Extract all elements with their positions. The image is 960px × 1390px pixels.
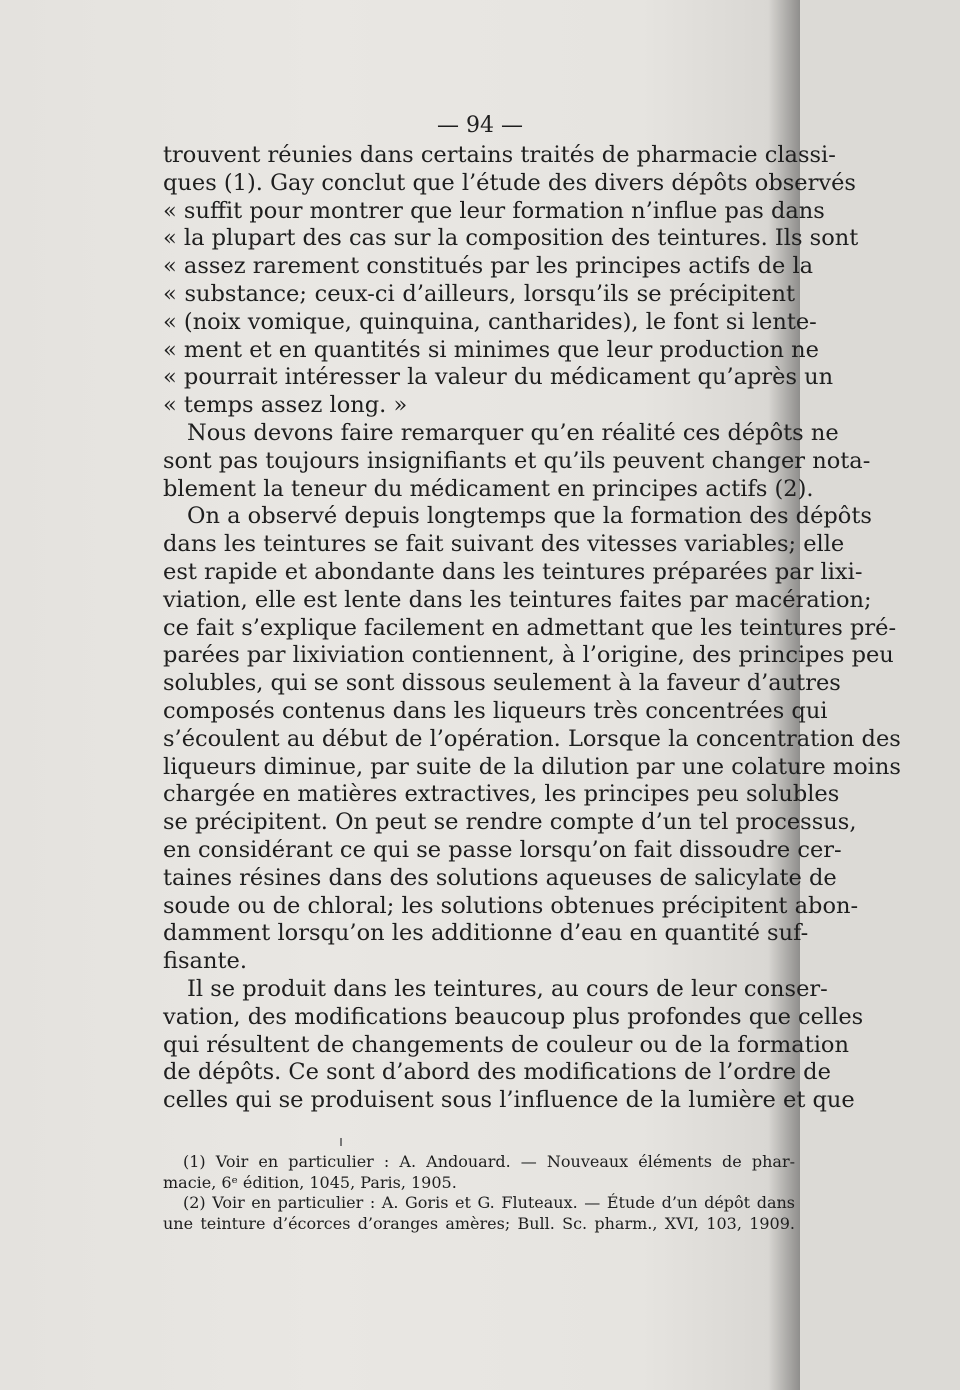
text-line: soude ou de chloral; les solutions obtenues précipitent abon- — [163, 892, 859, 919]
body-text — [163, 142, 901, 1115]
text-line: ques (1). Gay conclut que l’étude des divers dépôts observés — [163, 169, 856, 196]
text-line: « temps assez long. » — [163, 392, 408, 419]
text-line: « ment et en quantités si minimes que leur production ne — [163, 336, 819, 363]
text-line: « (noix vomique, quinquina, cantharides), le font si lente- — [163, 308, 817, 335]
footnote-divider — [340, 1138, 342, 1146]
footnote-line: (2) Voir en particulier : A. Goris et G. Fluteaux. — Étude d’un dépôt dans — [183, 1193, 795, 1212]
text-line: taines résines dans des solutions aqueuses de salicylate de — [163, 864, 837, 891]
text-line: celles qui se produisent sous l’influence de la lumière et que — [163, 1087, 855, 1114]
footnote-line: (1) Voir en particulier : A. Andouard. — Nouveaux éléments de phar- — [183, 1152, 795, 1171]
text-line: On a observé depuis longtemps que la formation des dépôts — [187, 503, 872, 530]
text-line: Nous devons faire remarquer qu’en réalité ces dépôts ne — [187, 419, 839, 446]
text-line: liqueurs diminue, par suite de la dilution par une colature moins — [163, 753, 901, 780]
text-line: vation, des modifications beaucoup plus profondes que celles — [163, 1003, 864, 1030]
text-line: solubles, qui se sont dissous seulement à la faveur d’autres — [163, 670, 841, 697]
text-line: « la plupart des cas sur la composition des teintures. Ils sont — [163, 225, 859, 252]
text-line: dans les teintures se fait suivant des vitesses variables; elle — [163, 531, 845, 558]
text-line: en considérant ce qui se passe lorsqu’on fait dissoudre cer- — [163, 836, 842, 863]
text-line: Il se produit dans les teintures, au cours de leur conser- — [187, 975, 828, 1002]
text-line: viation, elle est lente dans les teintures faites par macération; — [163, 586, 872, 613]
text-line: « substance; ceux-ci d’ailleurs, lorsqu’ils se précipitent — [163, 280, 795, 307]
text-line: parées par lixiviation contiennent, à l’origine, des principes peu — [163, 642, 894, 669]
text-line: « pourrait intéresser la valeur du médicament qu’après un — [163, 364, 834, 391]
text-line: composés contenus dans les liqueurs très concentrées qui — [163, 697, 828, 724]
text-line: damment lorsqu’on les additionne d’eau en quantité suf- — [163, 920, 809, 947]
text-line: ce fait s’explique facilement en admettant que les teintures pré- — [163, 614, 897, 641]
text-line: fisante. — [163, 948, 247, 975]
footnotes — [163, 1152, 795, 1234]
text-line: trouvent réunies dans certains traités de pharmacie classi- — [163, 142, 836, 168]
footnote-line: une teinture d’écorces d’oranges amères; Bull. Sc. pharm., XVI, 103, 1909. — [163, 1213, 795, 1233]
text-line: de dépôts. Ce sont d’abord des modifications de l’ordre de — [163, 1059, 831, 1086]
page-number: — 94 — — [437, 113, 523, 138]
text-line: est rapide et abondante dans les teintures préparées par lixi- — [163, 558, 863, 585]
text-line: « suffit pour montrer que leur formation n’influe pas dans — [163, 197, 825, 224]
text-line: s’écoulent au début de l’opération. Lorsque la concentration des — [163, 725, 901, 752]
footnote-line: macie, 6ᵉ édition, 1045, Paris, 1905. — [163, 1172, 457, 1192]
text-line: se précipitent. On peut se rendre compte d’un tel processus, — [163, 809, 857, 836]
text-line: blement la teneur du médicament en principes actifs (2). — [163, 475, 814, 502]
text-line: chargée en matières extractives, les principes peu solubles — [163, 781, 840, 808]
text-line: sont pas toujours insignifiants et qu’ils peuvent changer nota- — [163, 447, 871, 474]
text-line: qui résultent de changements de couleur ou de la formation — [163, 1031, 849, 1058]
text-line: « assez rarement constitués par les principes actifs de la — [163, 253, 814, 280]
